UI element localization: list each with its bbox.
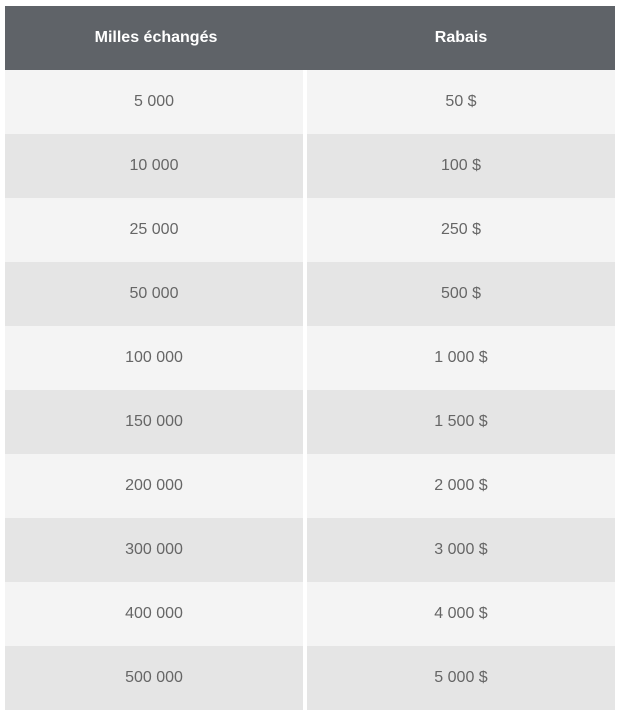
cell-miles: 10 000 (5, 134, 307, 198)
cell-miles: 100 000 (5, 326, 307, 390)
cell-discount: 250 $ (307, 198, 615, 262)
cell-discount: 2 000 $ (307, 454, 615, 518)
cell-discount: 5 000 $ (307, 646, 615, 710)
table-row (5, 518, 615, 582)
table-row (5, 262, 615, 326)
cell-miles: 400 000 (5, 582, 307, 646)
table-row (5, 582, 615, 646)
table-row (5, 454, 615, 518)
miles-discount-table (5, 6, 615, 710)
cell-discount: 1 000 $ (307, 326, 615, 390)
cell-discount: 4 000 $ (307, 582, 615, 646)
cell-miles: 500 000 (5, 646, 307, 710)
rewards-table-container (5, 6, 615, 710)
table-row (5, 646, 615, 710)
table-body (5, 70, 615, 710)
table-row (5, 134, 615, 198)
cell-miles: 25 000 (5, 198, 307, 262)
cell-discount: 500 $ (307, 262, 615, 326)
cell-discount: 100 $ (307, 134, 615, 198)
cell-miles: 300 000 (5, 518, 307, 582)
header-row (5, 6, 615, 70)
cell-discount: 1 500 $ (307, 390, 615, 454)
header-miles-exchanged: Milles échangés (5, 6, 307, 70)
cell-discount: 3 000 $ (307, 518, 615, 582)
cell-miles: 150 000 (5, 390, 307, 454)
table-header (5, 6, 615, 70)
table-row (5, 70, 615, 134)
table-row (5, 390, 615, 454)
table-row (5, 198, 615, 262)
cell-miles: 200 000 (5, 454, 307, 518)
table-row (5, 326, 615, 390)
cell-miles: 50 000 (5, 262, 307, 326)
cell-miles: 5 000 (5, 70, 307, 134)
header-discount: Rabais (307, 6, 615, 70)
cell-discount: 50 $ (307, 70, 615, 134)
